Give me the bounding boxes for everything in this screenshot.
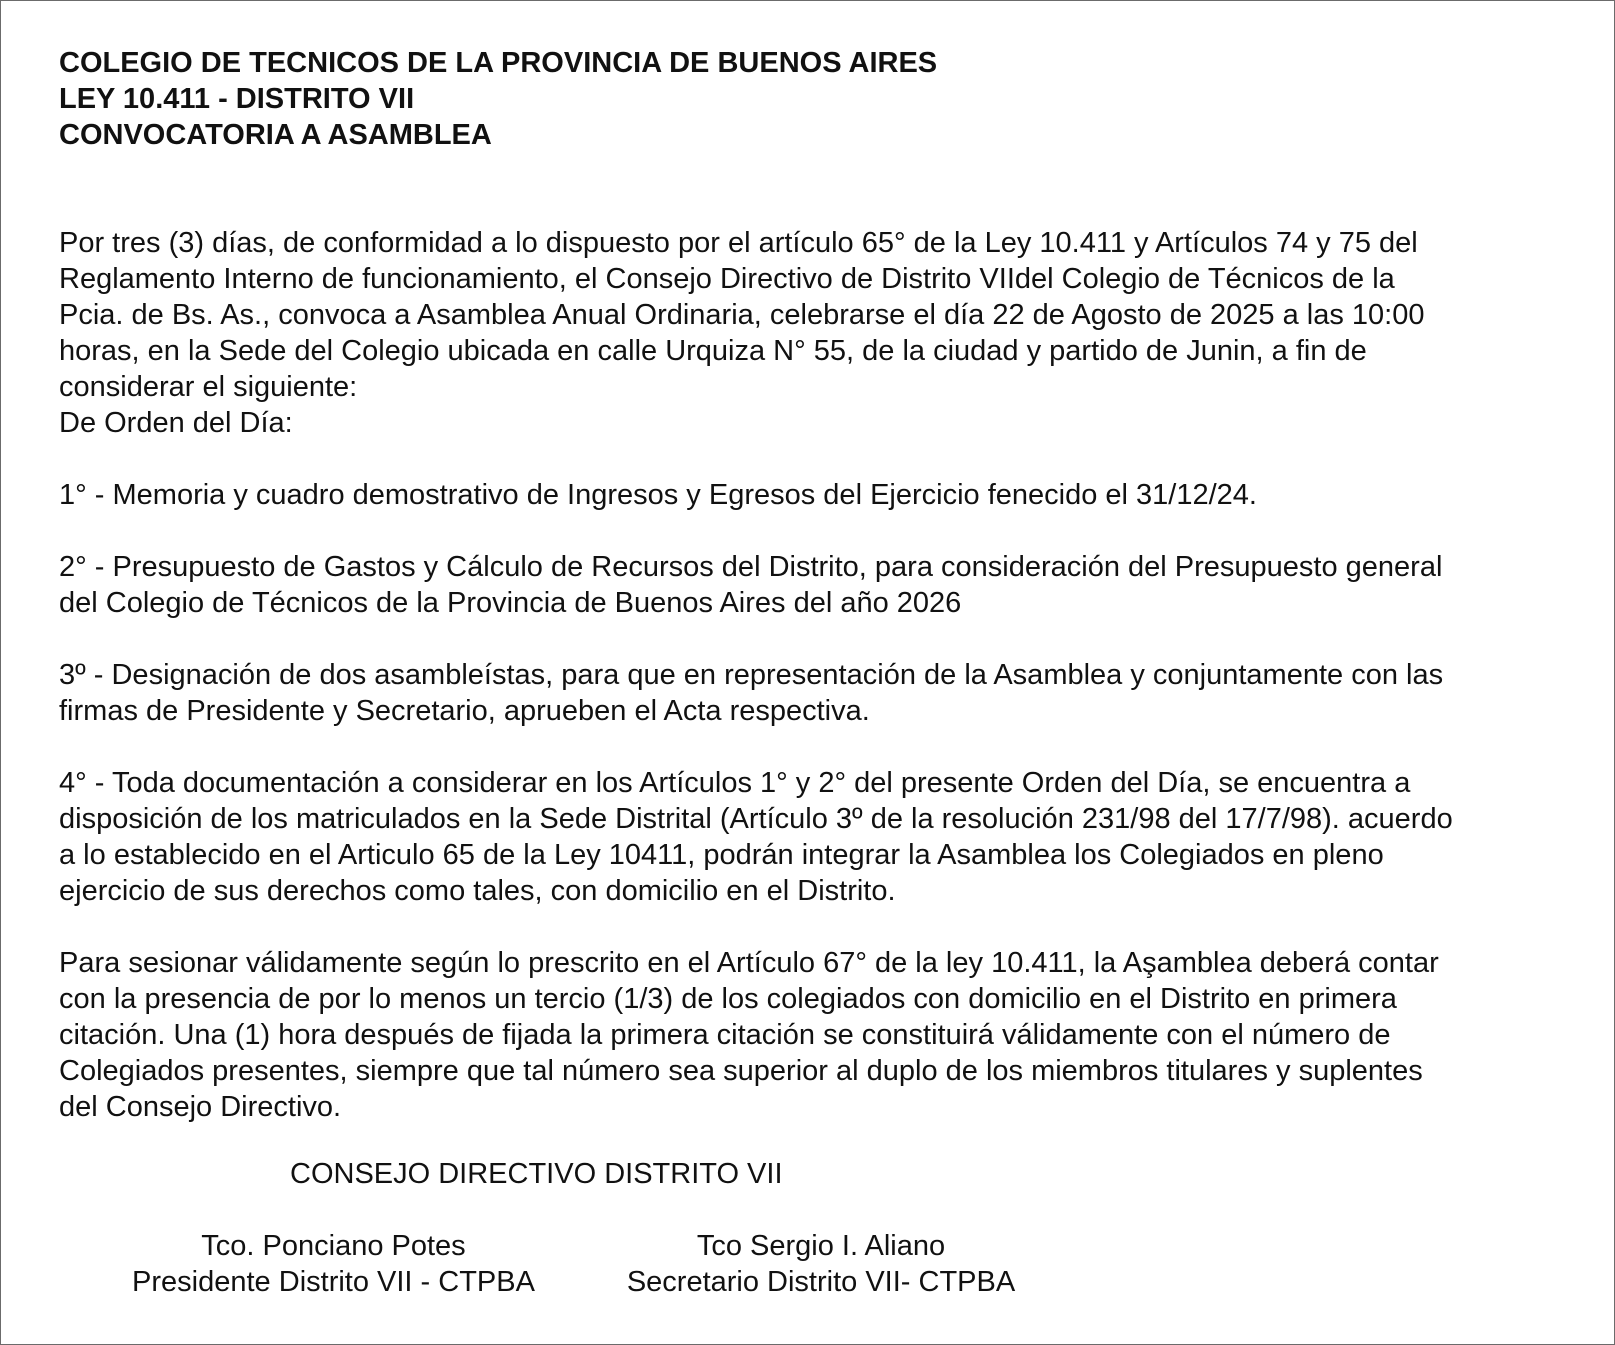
quorum-line: Para sesionar válidamente según lo prescrito en el Artículo 67° de la ley 10.411, la Aşamblea deberá contar bbox=[59, 947, 1439, 979]
paragraph-spacer bbox=[59, 621, 1589, 657]
agenda-item-line: 2° - Presupuesto de Gastos y Cálculo de Recursos del Distrito, para consideración del Presupuesto general bbox=[59, 551, 1443, 583]
paragraph-spacer bbox=[59, 513, 1589, 549]
header-line-title: CONVOCATORIA A ASAMBLEA bbox=[59, 119, 492, 151]
signature-secretary bbox=[591, 1228, 1051, 1300]
quorum-line: Colegiados presentes, siempre que tal número sea superior al duplo de los miembros titulares y suplentes bbox=[59, 1055, 1423, 1087]
agenda-item-line: a lo establecido en el Articulo 65 de la Ley 10411, podrán integrar la Asamblea los Colegiados en pleno bbox=[59, 839, 1384, 871]
signature-president bbox=[101, 1228, 566, 1300]
header-line-law: LEY 10.411 - DISTRITO VII bbox=[59, 83, 415, 115]
intro-line: Reglamento Interno de funcionamiento, el Consejo Directivo de Distrito VIIdel Colegio de Técnicos de la bbox=[59, 263, 1395, 295]
agenda-item-2 bbox=[59, 549, 1589, 621]
agenda-item-line: 4° - Toda documentación a considerar en los Artículos 1° y 2° del presente Orden del Día, se encuentra a bbox=[59, 767, 1411, 799]
paragraph-spacer bbox=[59, 909, 1589, 945]
agenda-item-line: 1° - Memoria y cuadro demostrativo de Ingresos y Egresos del Ejercicio fenecido el 31/12/24. bbox=[59, 479, 1257, 511]
agenda-item-4 bbox=[59, 765, 1589, 909]
agenda-item-line: firmas de Presidente y Secretario, aprueben el Acta respectiva. bbox=[59, 695, 870, 727]
quorum-line: con la presencia de por lo menos un tercio (1/3) de los colegiados con domicilio en el Distrito en primera bbox=[59, 983, 1397, 1015]
intro-line: Por tres (3) días, de conformidad a lo dispuesto por el artículo 65° de la Ley 10.411 y Artículos 74 y 75 del bbox=[59, 227, 1418, 259]
quorum-line: citación. Una (1) hora después de fijada la primera citación se constituirá válidamente con el número de bbox=[59, 1019, 1391, 1051]
agenda-item-line: del Colegio de Técnicos de la Provincia de Buenos Aires del año 2026 bbox=[59, 587, 962, 619]
intro-line: Pcia. de Bs. As., convoca a Asamblea Anual Ordinaria, celebrarse el día 22 de Agosto de 2025 a las 10:00 bbox=[59, 299, 1425, 331]
quorum-line: del Consejo Directivo. bbox=[59, 1091, 342, 1123]
council-name: CONSEJO DIRECTIVO DISTRITO VII bbox=[290, 1158, 783, 1190]
document-header bbox=[59, 45, 937, 153]
agenda-heading: De Orden del Día: bbox=[59, 407, 293, 439]
header-line-institution: COLEGIO DE TECNICOS DE LA PROVINCIA DE BUENOS AIRES bbox=[59, 47, 938, 79]
agenda-item-3 bbox=[59, 657, 1589, 729]
agenda-item-line: 3º - Designación de dos asambleístas, para que en representación de la Asamblea y conjuntamente con las bbox=[59, 659, 1444, 691]
paragraph-spacer bbox=[59, 729, 1589, 765]
intro-line: considerar el siguiente: bbox=[59, 371, 358, 403]
agenda-item-1 bbox=[59, 477, 1589, 513]
paragraph-spacer bbox=[59, 441, 1589, 477]
signature-role: Presidente Distrito VII - CTPBA bbox=[132, 1266, 535, 1298]
agenda-item-line: ejercicio de sus derechos como tales, con domicilio en el Distrito. bbox=[59, 875, 896, 907]
quorum-paragraph bbox=[59, 945, 1589, 1125]
signature-name: Tco Sergio I. Aliano bbox=[696, 1230, 946, 1262]
signature-name: Tco. Ponciano Potes bbox=[201, 1230, 466, 1262]
agenda-item-line: disposición de los matriculados en la Sede Distrital (Artículo 3º de la resolución 231/98 del 17/7/98). acuerdo bbox=[59, 803, 1453, 835]
signature-role: Secretario Distrito VII- CTPBA bbox=[626, 1266, 1016, 1298]
intro-paragraph bbox=[59, 225, 1589, 441]
intro-line: horas, en la Sede del Colegio ubicada en calle Urquiza N° 55, de la ciudad y partido de Junin, a fin de bbox=[59, 335, 1367, 367]
document-body bbox=[59, 225, 1589, 1125]
